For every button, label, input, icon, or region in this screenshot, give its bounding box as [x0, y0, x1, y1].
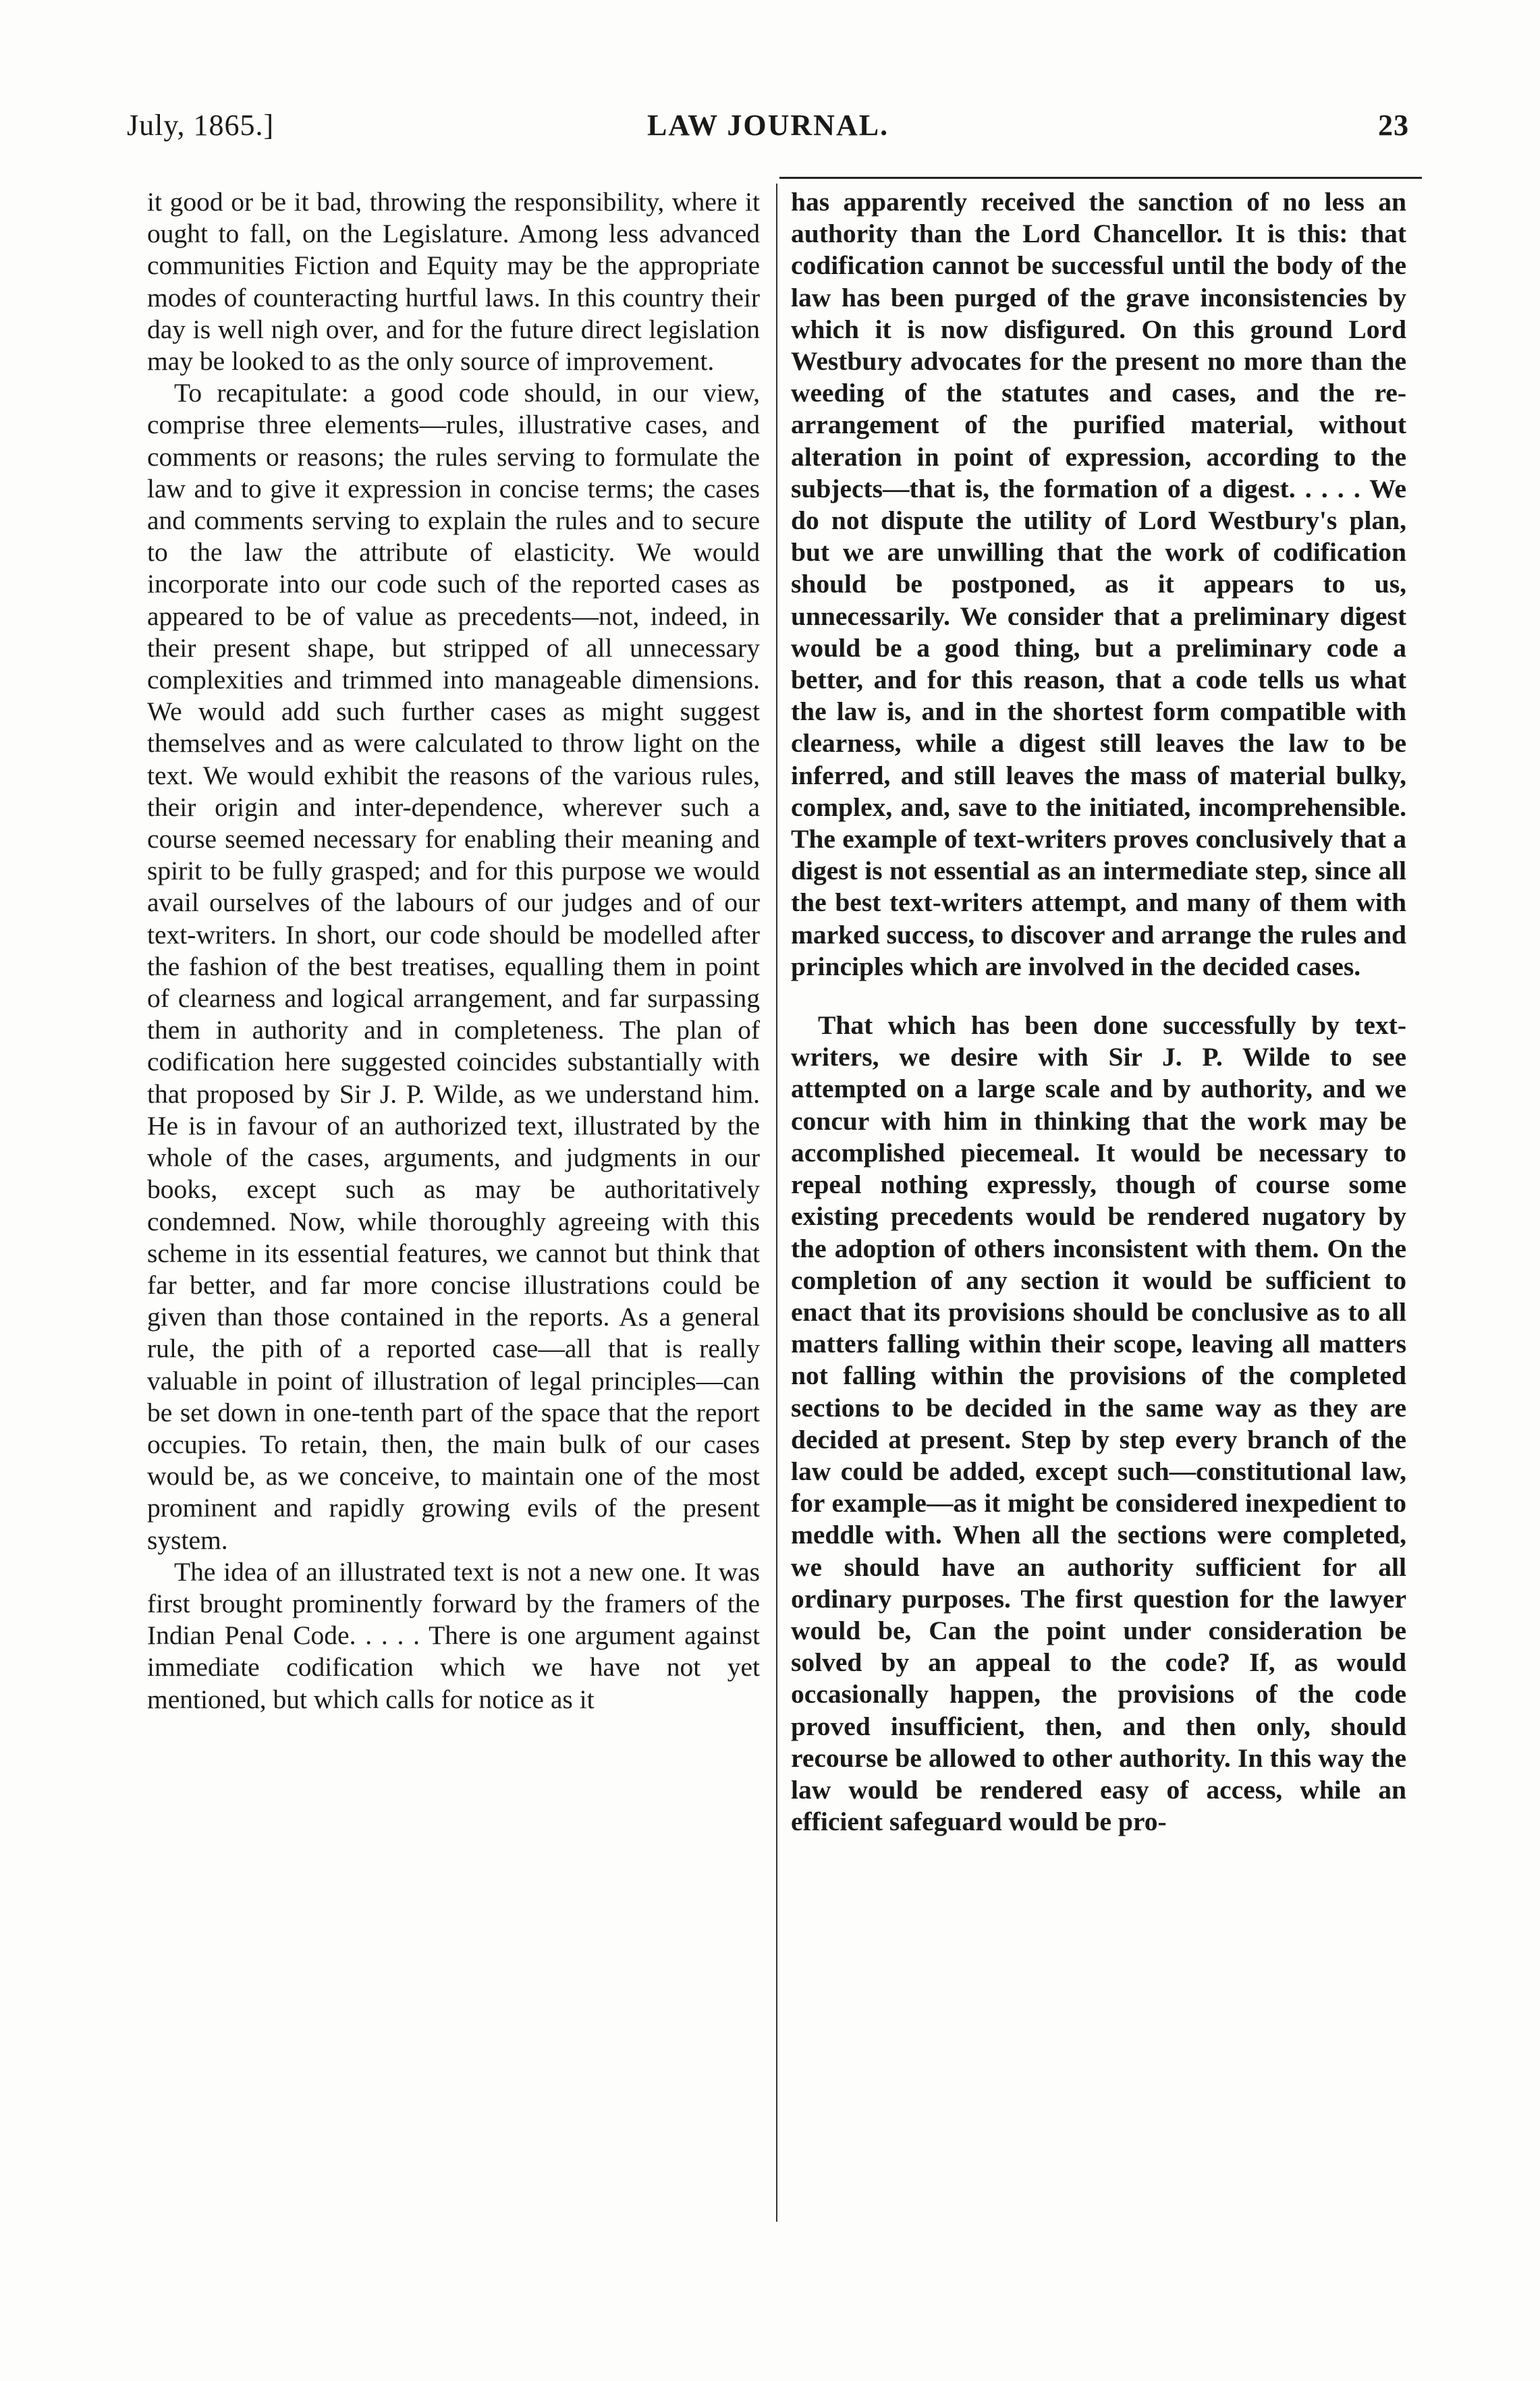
- left-paragraph-1: it good or be it bad, throwing the responsibility, where it ought to fall, on the Legislature. Among less advanced communities Fiction and Equity may be the appropriate modes of counteracting hurtful laws. In this country their day is well nigh over, and for the future direct legislation may be looked to as the only source of improvement.: [147, 187, 760, 377]
- right-column: [791, 186, 1406, 1838]
- right-paragraph-2: That which has been done successfully by text-writers, we desire with Sir J. P. Wilde to see attempted on a large scale and by authority, and we concur with him in thinking that the work may be accomplished piecemeal. It would be necessary to repeal nothing expressly, though of course some existing precedents would be rendered nugatory by the adoption of others inconsistent with them. On the completion of any section it would be sufficient to enact that its provisions should be conclusive as to all matters falling within their scope, leaving all matters not falling within the provisions of the completed sections to be decided in the same way as they are decided at present. Step by step every branch of the law could be added, except such—constitutional law, for example—as it might be considered inexpedient to meddle with. When all the sections were completed, we should have an authority sufficient for all ordinary purposes. The first question for the lawyer would be, Can the point under consideration be solved by an appeal to the code? If, as would occasionally happen, the provisions of the code proved insufficient, then, and then only, should recourse be allowed to other authority. In this way the law would be rendered easy of access, while an efficient safeguard would be pro-: [791, 1010, 1406, 1837]
- paragraph-gap: [791, 983, 1406, 1010]
- journal-title: LAW JOURNAL.: [647, 109, 889, 142]
- left-paragraph-3: The idea of an illustrated text is not a new one. It was first brought prominently forward by the framers of the Indian Penal Code. . . . . There is one argument against immediate codification which we have not yet mentioned, but which calls for notice as it: [147, 1556, 760, 1714]
- header-date: July, 1865.]: [127, 109, 275, 142]
- left-paragraph-2: To recapitulate: a good code should, in our view, comprise three elements—rules, illustrative cases, and comments or reasons; the rules serving to formulate the law and to give it expression in concise terms; the cases and comments serving to explain the rules and to secure to the law the attribute of elasticity. We would incorporate into our code such of the reported cases as appeared to be of value as precedents—not, indeed, in their present shape, but stripped of all unnecessary complexities and trimmed into manageable dimensions. We would add such further cases as might suggest themselves and as were calculated to throw light on the text. We would exhibit the reasons of the various rules, their origin and inter-dependence, wherever such a course seemed necessary for enabling their meaning and spirit to be fully grasped; and for this purpose we would avail ourselves of the labours of our judges and of our text-writers. In short, our code should be modelled after the fashion of the best treatises, equalling them in point of clearness and logical arrangement, and far surpassing them in authority and in completeness. The plan of codification here suggested coincides substantially with that proposed by Sir J. P. Wilde, as we understand him. He is in favour of an authorized text, illustrated by the whole of the cases, arguments, and judgments in our books, except such as may be authoritatively condemned. Now, while thoroughly agreeing with this scheme in its essential features, we cannot but think that far better, and far more concise illustrations could be given than those contained in the reports. As a general rule, the pith of a reported case—all that is really valuable in point of illustration of legal principles—can be set down in one-tenth part of the space that the report occupies. To retain, then, the main bulk of our cases would be, as we conceive, to maintain one of the most prominent and rapidly growing evils of the present system.: [147, 378, 760, 1555]
- header-rule: [779, 177, 1422, 179]
- right-paragraph-1: has apparently received the sanction of no less an authority than the Lord Chancellor. It is this: that codification cannot be successful until the body of the law has been purged of the grave inconsistencies by which it is now disfigured. On this ground Lord Westbury advocates for the present no more than the weeding of the statutes and cases, and the re-arrangement of the purified material, without alteration in point of expression, according to the subjects—that is, the formation of a digest. . . . . We do not dispute the utility of Lord Westbury's plan, but we are unwilling that the work of codification should be postponed, as it appears to us, unnecessarily. We consider that a preliminary digest would be a good thing, but a preliminary code a better, and for this reason, that a code tells us what the law is, and in the shortest form compatible with clearness, while a digest still leaves the law to be inferred, and still leaves the mass of material bulky, complex, and, save to the initiated, incomprehensible. The example of text-writers proves conclusively that a digest is not essential as an intermediate step, since all the best text-writers attempt, and many of them with marked success, to discover and arrange the rules and principles which are involved in the decided cases.: [791, 187, 1406, 981]
- column-divider: [776, 184, 777, 2222]
- left-column: [147, 186, 760, 1716]
- page-number: 23: [1378, 109, 1409, 142]
- running-header: [127, 108, 1409, 148]
